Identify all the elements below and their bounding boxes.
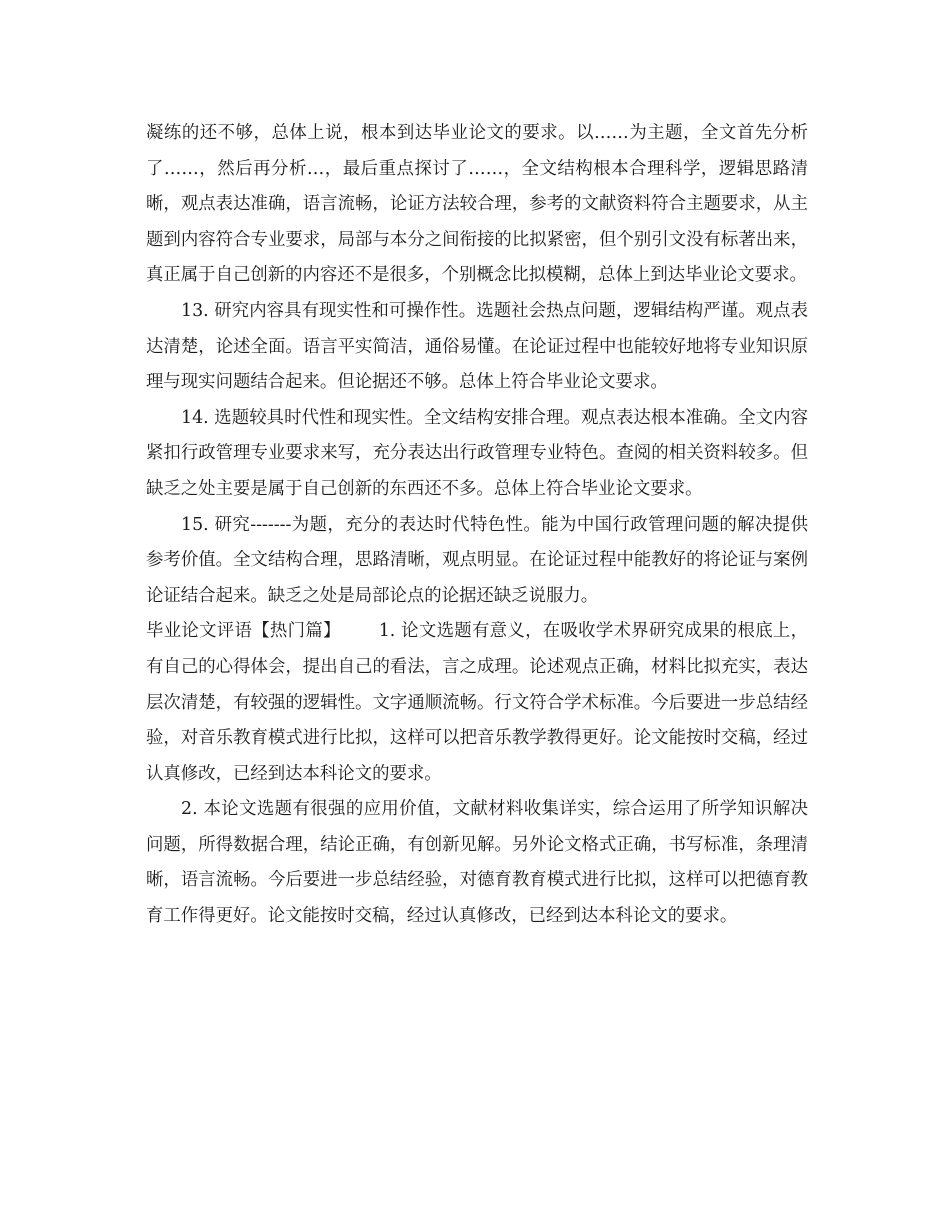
- section-title: 毕业论文评语【热门篇】: [146, 621, 341, 642]
- paragraph-14: 14. 选题较具时代性和现实性。全文结构安排合理。观点表达根本准确。全文内容紧扣行政管理专业要求来写，充分表达出行政管理专业特色。查阅的相关资料较多。但缺乏之处主要是属于自己创新的东西还不多。总体上符合毕业论文要求。: [146, 407, 808, 499]
- section-paragraph: [146, 614, 808, 792]
- paragraph-continued: 凝练的还不够，总体上说，根本到达毕业论文的要求。以……为主题，全文首先分析了……，然后再分析…，最后重点探讨了……，全文结构根本合理科学，逻辑思路清晰，观点表达准确，语言流畅，论证方法较合理，参考的文献资料符合主题要求，从主题到内容符合专业要求，局部与本分之间衔接的比拟紧密，但个别引文没有标著出来，真正属于自己创新的内容还不是很多，个别概念比拟模糊，总体上到达毕业论文要求。: [146, 123, 808, 286]
- paragraph-item-2: 2. 本论文选题有很强的应用价值，文献材料收集详实，综合运用了所学知识解决问题，所得数据合理，结论正确，有创新见解。另外论文格式正确，书写标准，条理清晰，语言流畅。今后要进一步总结经验，对德育教育模式进行比拟，这样可以把德育教育工作得更好。论文能按时交稿，经过认真修改，已经到达本科论文的要求。: [146, 799, 808, 927]
- document-page: [146, 116, 808, 935]
- paragraph-13: 13. 研究内容具有现实性和可操作性。选题社会热点问题，逻辑结构严谨。观点表达清楚，论述全面。语言平实简洁，通俗易懂。在论证过程中也能较好地将专业知识原理与现实问题结合起来。但论据还不够。总体上符合毕业论文要求。: [146, 300, 808, 393]
- section-item-1: 1. 论文选题有意义，在吸收学术界研究成果的根底上，有自己的心得体会，提出自己的看法，言之成理。论述观点正确，材料比拟充实，表达层次清楚，有较强的逻辑性。文字通顺流畅。行文符合学术标准。今后要进一步总结经验，对音乐教育模式进行比拟，这样可以把音乐教学教得更好。论文能按时交稿，经过认真修改，已经到达本科论文的要求。: [146, 621, 808, 784]
- paragraph-15: 15. 研究-------为题，充分的表达时代特色性。能为中国行政管理问题的解决提供参考价值。全文结构合理，思路清晰，观点明显。在论证过程中能教好的将论证与案例论证结合起来。缺乏之处是局部论点的论据还缺乏说服力。: [146, 514, 808, 606]
